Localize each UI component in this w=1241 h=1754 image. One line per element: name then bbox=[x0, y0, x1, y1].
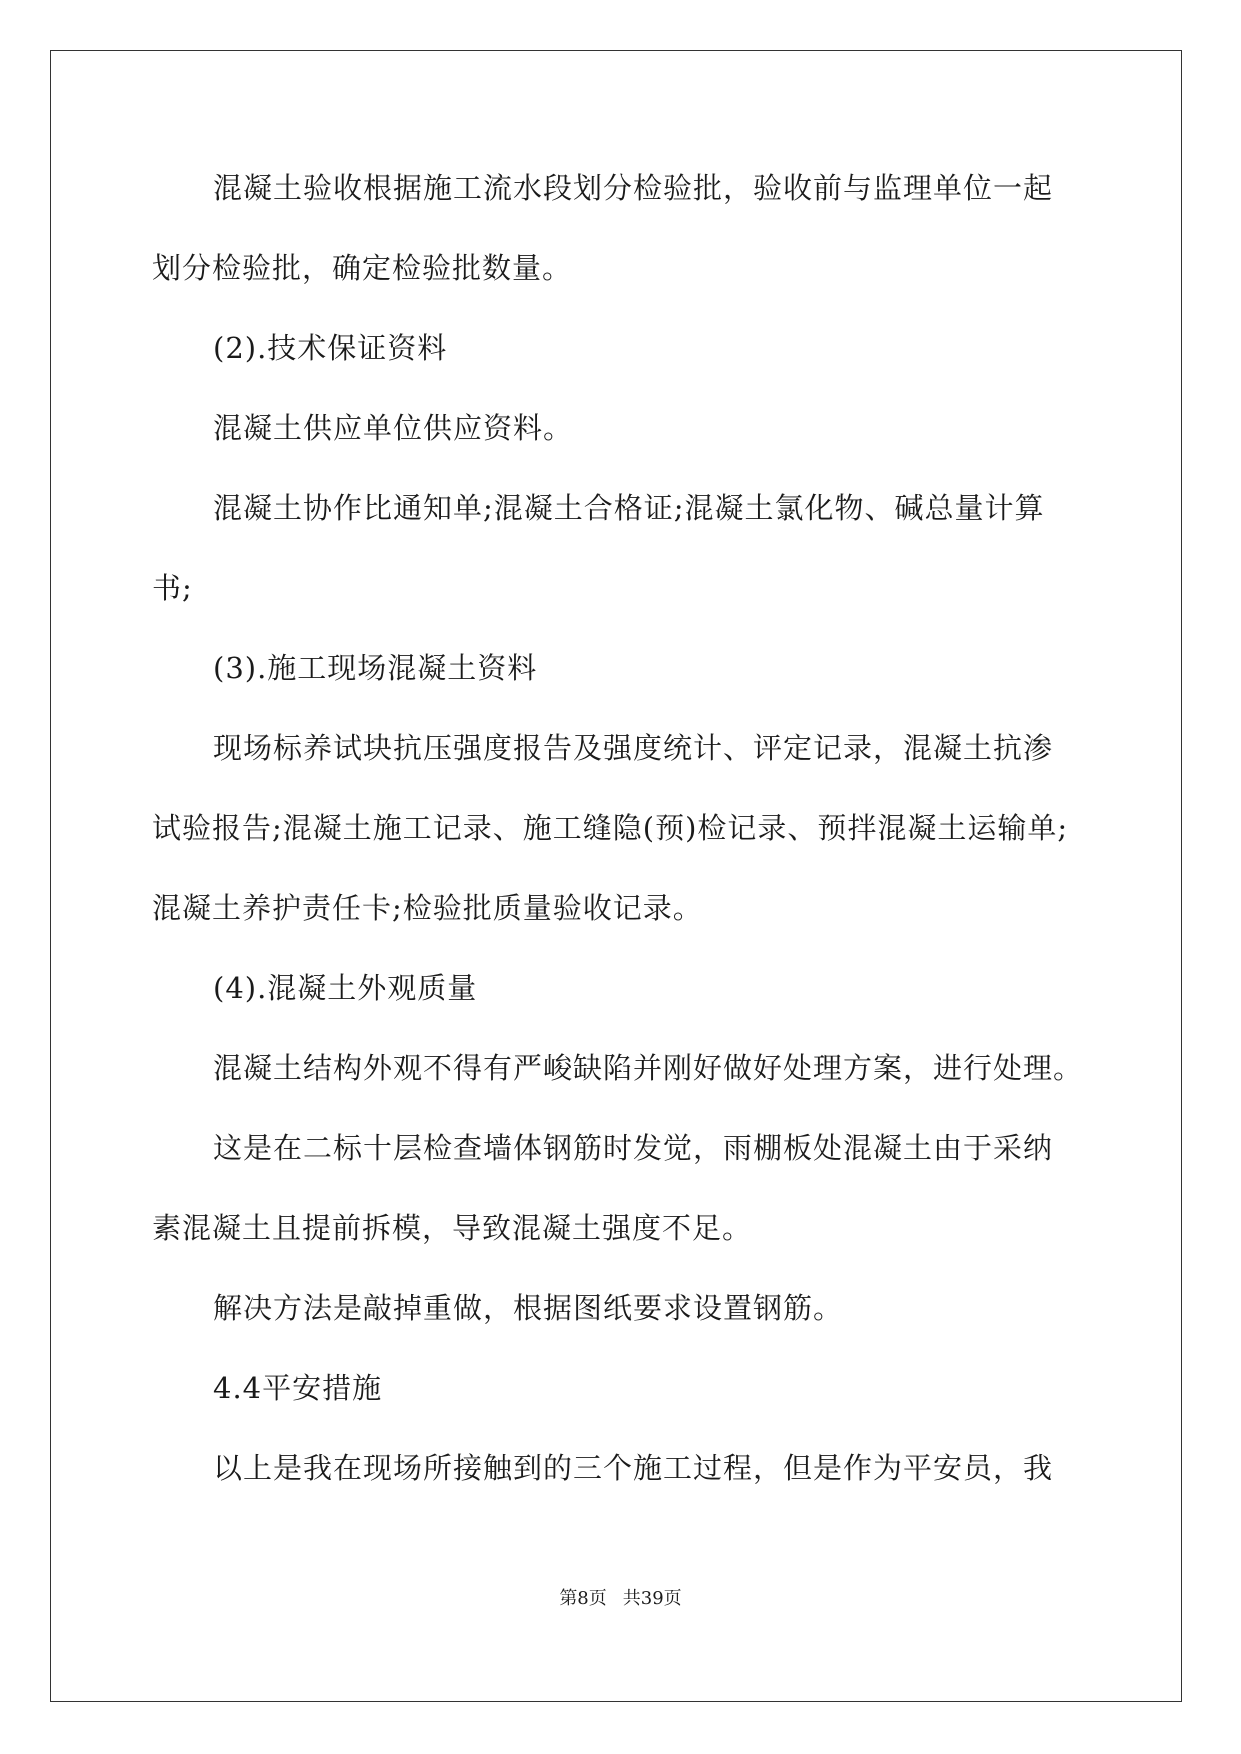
page-total: 共39页 bbox=[622, 1588, 682, 1609]
paragraph-line: 混凝土协作比通知单;混凝土合格证;混凝土氯化物、碱总量计算 bbox=[213, 491, 1045, 525]
page-footer bbox=[0, 1587, 1241, 1611]
paragraph-line: 以上是我在现场所接触到的三个施工过程，但是作为平安员，我 bbox=[213, 1451, 1054, 1485]
section-heading: (4).混凝土外观质量 bbox=[213, 971, 478, 1005]
section-heading: (3).施工现场混凝土资料 bbox=[213, 651, 538, 685]
paragraph-line: 这是在二标十层检查墙体钢筋时发觉，雨棚板处混凝土由于采纳 bbox=[213, 1131, 1054, 1165]
paragraph-line: 混凝土养护责任卡;检验批质量验收记录。 bbox=[152, 891, 703, 925]
page-number: 第8页 bbox=[559, 1588, 607, 1609]
paragraph-line: 划分检验批，确定检验批数量。 bbox=[152, 251, 573, 285]
paragraph-line: 解决方法是敲掉重做，根据图纸要求设置钢筋。 bbox=[213, 1291, 844, 1325]
paragraph-line: 现场标养试块抗压强度报告及强度统计、评定记录，混凝土抗渗 bbox=[213, 731, 1054, 765]
paragraph-line: 书; bbox=[152, 571, 193, 605]
paragraph-line: 素混凝土且提前拆模，导致混凝土强度不足。 bbox=[152, 1211, 753, 1245]
paragraph-line: 混凝土供应单位供应资料。 bbox=[213, 411, 574, 445]
paragraph-line: 混凝土结构外观不得有严峻缺陷并刚好做好处理方案，进行处理。 bbox=[213, 1051, 1084, 1085]
section-heading: 4.4平安措施 bbox=[213, 1371, 383, 1405]
paragraph-line: 混凝土验收根据施工流水段划分检验批，验收前与监理单位一起 bbox=[213, 171, 1054, 205]
paragraph-line: 试验报告;混凝土施工记录、施工缝隐(预)检记录、预拌混凝土运输单; bbox=[152, 811, 1069, 845]
section-heading: (2).技术保证资料 bbox=[213, 331, 448, 365]
